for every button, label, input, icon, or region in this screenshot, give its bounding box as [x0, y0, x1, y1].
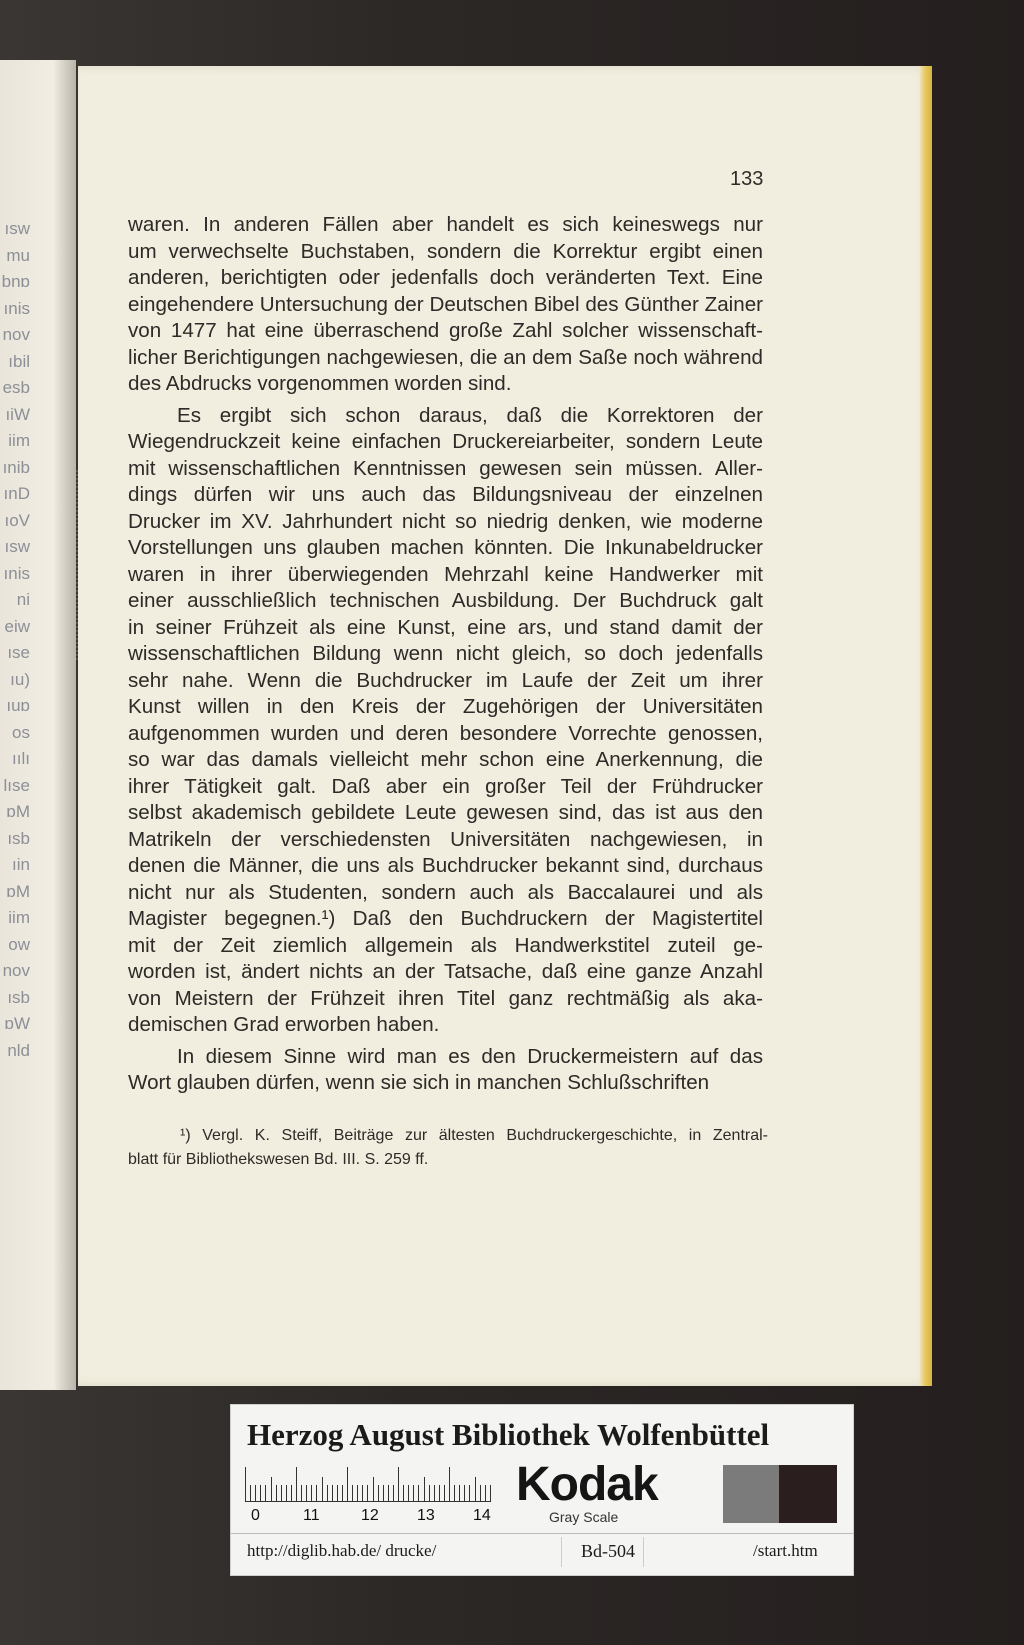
text-line: nicht nur als Studenten, sondern auch als Baccalaurei und als [128, 880, 763, 904]
ruler-tick [357, 1485, 358, 1501]
text-line: ihrer Tätigkeit galt. Daß aber ein großer Teil der Frühdrucker [128, 774, 763, 798]
ruler-tick [367, 1485, 368, 1501]
text-line: anderen, berichtigten oder jedenfalls doch veränderten Text. Eine [128, 266, 763, 289]
text-line: Wiegendruckzeit keine einfachen Druckereiarbeiter, sondern Leute [128, 430, 763, 453]
ruler-tick [398, 1467, 399, 1501]
ruler-tick [347, 1467, 348, 1501]
ruler-tick [332, 1485, 333, 1501]
text-line: so war das damals vielleicht mehr schon eine Anerkennung, die [128, 748, 763, 771]
scale-ruler [245, 1467, 491, 1502]
separator [643, 1537, 644, 1567]
ruler-tick [296, 1467, 297, 1501]
ruler-tick [429, 1485, 430, 1501]
text-line: von 1477 hat eine überraschend große Zahl solcher wissenschaft- [128, 319, 763, 342]
ruler-tick [362, 1485, 363, 1501]
ruler-tick [265, 1485, 266, 1501]
url-suffix: /start.htm [753, 1541, 818, 1560]
ruler-tick [485, 1485, 486, 1501]
adjacent-page-edge [0, 60, 76, 1390]
text-line: des Abdrucks vorgenommen worden sind. [128, 372, 512, 395]
adjacent-page-text-fragment: nld [7, 1040, 30, 1060]
footnote-line: blatt für Bibliothekswesen Bd. III. S. 259 ff. [128, 1151, 429, 1168]
adjacent-page-text-fragment: ɒM [6, 881, 30, 901]
ruler-tick [490, 1485, 491, 1501]
text-line: um verwechselte Buchstaben, sondern die Korrektur ergibt einen [128, 239, 763, 263]
ruler-label: 14 [473, 1507, 491, 1524]
text-line: demischen Grad erworben haben. [128, 1013, 440, 1036]
ruler-tick [418, 1485, 419, 1501]
adjacent-page-text-fragment: ıbil [8, 351, 30, 371]
ruler-tick [469, 1485, 470, 1501]
page-edge-gilt [920, 66, 932, 1386]
library-url: http://diglib.hab.de/ drucke/ [247, 1541, 437, 1560]
bar-divider [231, 1533, 853, 1534]
ruler-tick [291, 1485, 292, 1501]
ruler-label: 0 [251, 1507, 260, 1524]
ruler-label: 12 [361, 1507, 379, 1524]
adjacent-page-text-fragment: iim [8, 908, 30, 927]
text-line: selbst akademisch gebildete Leute gewesen sind, das ist aus den [128, 801, 763, 824]
ruler-tick [337, 1485, 338, 1501]
adjacent-page-text-fragment: mu [6, 245, 30, 265]
text-line: worden ist, ändert nichts an der Tatsache, daß eine ganze Anzahl [128, 960, 763, 983]
ruler-tick [424, 1477, 425, 1501]
ruler-tick [383, 1485, 384, 1501]
ruler-tick [352, 1485, 353, 1501]
footnote [128, 1124, 768, 1172]
ruler-tick [250, 1485, 251, 1501]
ruler-tick [475, 1477, 476, 1501]
gray-swatch [723, 1465, 779, 1523]
separator [561, 1537, 562, 1567]
text-line: waren in ihrer überwiegenden Mehrzahl keine Handwerker mit [128, 562, 763, 586]
text-line: von Meistern der Frühzeit ihren Titel ganz rechtmäßig als aka- [128, 986, 763, 1010]
ruler-tick [378, 1485, 379, 1501]
adjacent-page-text-fragment: ɒW [4, 1014, 30, 1033]
adjacent-page-text-fragment: esb [2, 378, 30, 397]
adjacent-page-text-fragment: ıu) [10, 669, 30, 689]
ruler-tick [306, 1485, 307, 1501]
ruler-tick [373, 1477, 374, 1501]
text-line: dings dürfen wir uns auch das Bildungsniveau der einzelnen [128, 483, 763, 506]
kodak-logo: Kodak [516, 1458, 658, 1511]
adjacent-page-text-fragment: ısw [4, 219, 30, 238]
ruler-tick [271, 1477, 272, 1501]
library-title: Herzog August Bibliothek Wolfenbüttel [247, 1417, 770, 1452]
text-line: waren. In anderen Fällen aber handelt es sich keineswegs nur [128, 213, 763, 236]
ruler-tick [255, 1485, 256, 1501]
adjacent-page-text-fragment: ow [8, 934, 30, 954]
ruler-tick [408, 1485, 409, 1501]
ruler-tick [322, 1477, 323, 1501]
adjacent-page-text-fragment: nov [2, 961, 30, 980]
ruler-tick [403, 1485, 404, 1501]
ruler-label: 11 [303, 1507, 320, 1524]
adjacent-page-text-fragment: ısb [7, 828, 30, 848]
adjacent-page-text-fragment: nov [2, 325, 30, 344]
ruler-tick [260, 1485, 261, 1501]
text-line: Magister begegnen.¹) Daß den Buchdruckern der Magistertitel [128, 907, 763, 930]
ruler-tick [316, 1485, 317, 1501]
ruler-tick [393, 1485, 394, 1501]
ruler-tick [413, 1485, 414, 1501]
adjacent-page-text-fragment: ısb [7, 987, 30, 1007]
adjacent-page-text-fragment: ısw [4, 537, 30, 556]
margin-marks [76, 470, 84, 660]
adjacent-page-text-fragment: ɒM [6, 802, 30, 821]
adjacent-page-text-fragment: ıılı [12, 749, 30, 768]
ruler-labels [245, 1507, 505, 1527]
ruler-tick [281, 1485, 282, 1501]
ruler-tick [286, 1485, 287, 1501]
ruler-tick [301, 1485, 302, 1501]
ruler-tick [449, 1467, 450, 1501]
text-line: In diesem Sinne wird man es den Druckermeistern auf das [177, 1044, 763, 1068]
shelfmark: Bd-504 [581, 1541, 635, 1561]
ruler-tick [464, 1485, 465, 1501]
text-line: mit der Zeit ziemlich allgemein als Handwerkstitel zuteil ge- [128, 933, 763, 957]
page-number: 133 [730, 168, 764, 190]
adjacent-page-text-fragment: ıoV [4, 510, 30, 530]
library-color-bar [230, 1404, 854, 1576]
ruler-tick [434, 1485, 435, 1501]
ruler-tick [311, 1485, 312, 1501]
ruler-tick [480, 1485, 481, 1501]
ruler-tick [439, 1485, 440, 1501]
text-line: Drucker im XV. Jahrhundert nicht so niedrig denken, wie moderne [128, 509, 763, 533]
adjacent-page-text-fragment: eiw [4, 616, 30, 636]
text-line: Vorstellungen uns glauben machen könnten. Die Inkunabeldrucker [128, 536, 763, 559]
text-line: sehr nahe. Wenn die Buchdrucker im Laufe der Zeit um ihrer [128, 668, 763, 692]
gray-scale-label: Gray Scale [549, 1509, 619, 1525]
body-text [128, 212, 763, 1097]
text-line: einer ausschließlich technischen Ausbildung. Der Buchdruck galt [128, 589, 763, 612]
ruler-tick [245, 1467, 246, 1501]
ruler-tick [327, 1485, 328, 1501]
adjacent-page-text-fragment: ınD [3, 484, 30, 503]
adjacent-page-text-fragment: ınib [2, 457, 30, 477]
text-line: Kunst willen in den Kreis der Zugehörigen der Universitäten [128, 695, 763, 718]
ruler-tick [388, 1485, 389, 1501]
adjacent-page-text-fragment: bnɒ [1, 272, 30, 291]
ruler-tick [454, 1485, 455, 1501]
text-line: in seiner Frühzeit als eine Kunst, eine ars, und stand damit der [128, 615, 763, 639]
text-line: eingehendere Untersuchung der Deutschen Bibel des Günther Zainer [128, 292, 763, 316]
ruler-label: 13 [417, 1507, 435, 1524]
text-line: licher Berichtigungen nachgewiesen, die an dem Saße noch während [128, 345, 763, 369]
adjacent-page-text-fragment: ıse [7, 643, 30, 662]
adjacent-page-text-fragment: ıiW [5, 404, 30, 424]
adjacent-page-text-fragment: iim [8, 431, 30, 450]
adjacent-page-text-fragment: ıuɒ [6, 696, 30, 715]
footnote-line: ¹) Vergl. K. Steiff, Beiträge zur ältesten Buchdruckergeschichte, in Zentral- [180, 1127, 768, 1144]
ruler-tick [342, 1485, 343, 1501]
text-line: mit wissenschaftlichen Kenntnissen gewesen sein müssen. Aller- [128, 456, 763, 480]
adjacent-page-text-fragment: lıse [3, 775, 30, 795]
ruler-tick [276, 1485, 277, 1501]
text-line: wissenschaftlichen Bildung wenn nicht gleich, so doch jedenfalls [128, 642, 763, 665]
adjacent-page-text-fragment: ni [16, 590, 30, 609]
text-line: Es ergibt sich schon daraus, daß die Korrektoren der [177, 403, 763, 427]
adjacent-page-text-fragment: ınis [3, 563, 30, 583]
adjacent-page-text-fragment: ınis [3, 298, 30, 318]
text-line: Wort glauben dürfen, wenn sie sich in manchen Schlußschriften [128, 1071, 710, 1094]
text-line: denen die Männer, die uns als Buchdrucker bekannt sind, durchaus [128, 854, 763, 877]
ruler-tick [459, 1485, 460, 1501]
adjacent-page-text-fragment: ıin [12, 855, 30, 874]
ruler-tick [444, 1485, 445, 1501]
text-line: aufgenommen wurden und deren besondere Vorrechte genossen, [128, 721, 763, 745]
text-line: Matrikeln der verschiedensten Universitäten nachgewiesen, in [128, 827, 763, 851]
dark-swatch [779, 1465, 837, 1523]
adjacent-page-text-fragment: os [12, 722, 30, 742]
